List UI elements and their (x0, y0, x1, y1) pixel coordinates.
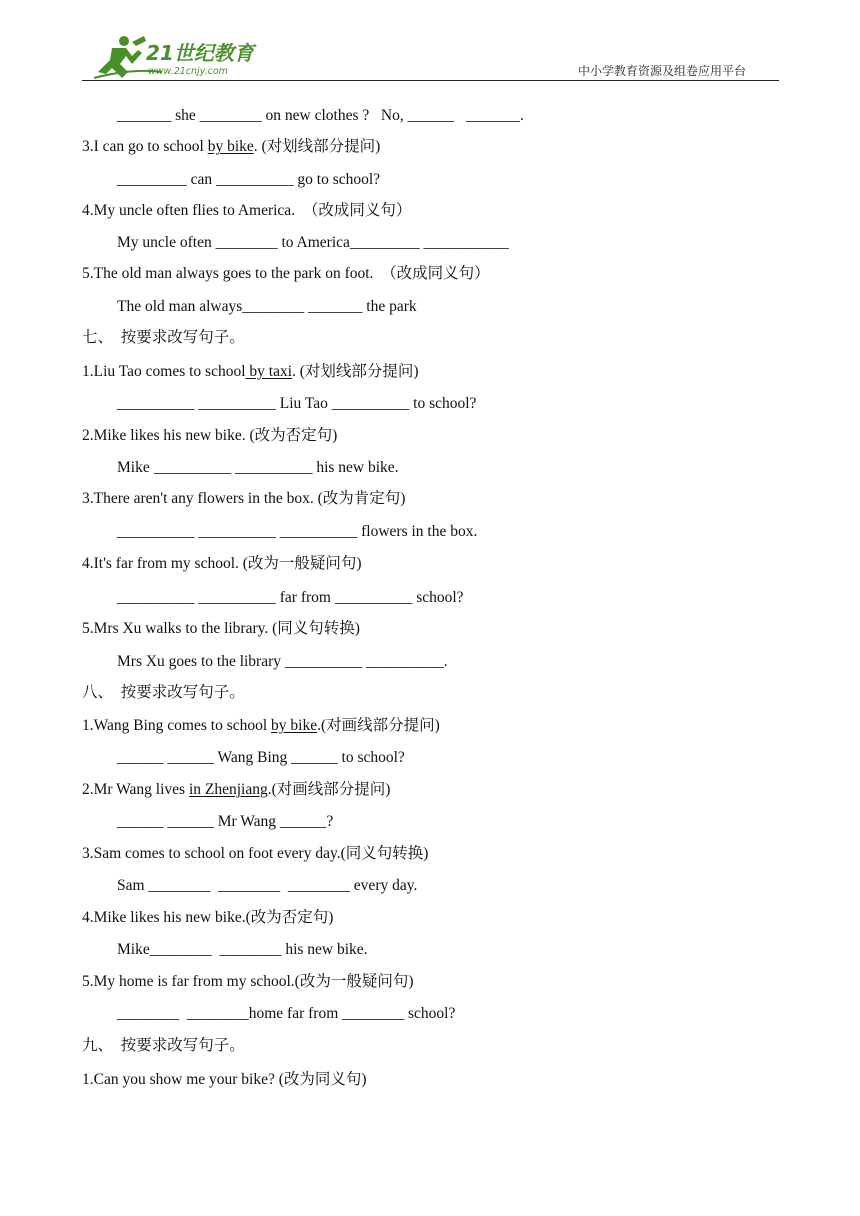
question-line (82, 328, 245, 348)
question-line (82, 264, 490, 284)
line-text: 九、 按要求改写句子。 (82, 1037, 245, 1054)
answer-line (117, 940, 368, 960)
question-line (82, 844, 428, 864)
logo-main-text: 21世纪教育 (146, 41, 254, 65)
answer-line (117, 812, 333, 832)
line-text: 4.Mike likes his new bike.(改为否定句) (82, 909, 334, 926)
line-text: My uncle often ________ to America_________ ___________ (117, 234, 509, 251)
question-line (82, 1036, 245, 1056)
line-text: 4.My uncle often flies to America. （改成同义句） (82, 202, 412, 219)
line-text: 5.The old man always goes to the park on foot. （改成同义句） (82, 265, 490, 282)
underlined-phrase: in Zhenjiang (188, 781, 268, 798)
answer-line (117, 458, 399, 478)
line-text: . (对划线部分提问) (292, 363, 419, 380)
line-text: 八、 按要求改写句子。 (82, 684, 245, 701)
question-line (82, 716, 440, 736)
answer-line (117, 233, 509, 253)
underlined-phrase: by bike (271, 717, 318, 734)
question-line (82, 1070, 367, 1090)
underlined-phrase: by bike (207, 138, 254, 155)
question-line (82, 489, 405, 509)
line-text: __________ __________ far from __________ school? (117, 589, 464, 606)
line-text: Mrs Xu goes to the library __________ __________. (117, 653, 448, 670)
line-text: 1.Can you show me your bike? (改为同义句) (82, 1071, 367, 1088)
line-text: 3.Sam comes to school on foot every day.(同义句转换) (82, 845, 429, 862)
answer-line (117, 588, 464, 608)
line-text: 2.Mr Wang lives (82, 781, 189, 798)
line-text: _______ she ________ on new clothes ? No, ______ _______. (117, 107, 524, 124)
answer-line (117, 297, 417, 317)
line-text: 5.Mrs Xu walks to the library. (同义句转换) (82, 620, 360, 637)
line-text: 2.Mike likes his new bike. (改为否定句) (82, 427, 338, 444)
question-line (82, 619, 360, 639)
question-line (82, 426, 337, 446)
line-text: ______ ______ Mr Wang ______? (117, 813, 334, 830)
line-text: 3.There aren't any flowers in the box. (改为肯定句) (82, 490, 406, 507)
question-line (82, 683, 245, 703)
line-text: ________ ________home far from ________ school? (117, 1005, 456, 1022)
answer-line (117, 394, 476, 414)
question-line (82, 201, 411, 221)
line-text: .(对画线部分提问) (317, 717, 440, 734)
line-text: 3.I can go to school (82, 138, 208, 155)
header-divider (82, 80, 779, 81)
line-text: Sam ________ ________ ________ every day. (117, 877, 418, 894)
line-text: 5.My home is far from my school.(改为一般疑问句) (82, 973, 414, 990)
logo-url-text: www.21cnjy.com (148, 66, 228, 77)
answer-line (117, 1004, 455, 1024)
line-text: . (对划线部分提问) (253, 138, 381, 155)
question-line (82, 908, 333, 928)
question-line (82, 137, 380, 157)
line-text: 4.It's far from my school. (改为一般疑问句) (82, 555, 362, 572)
answer-line (117, 522, 477, 542)
answer-line (117, 170, 380, 190)
answer-line (117, 748, 405, 768)
underlined-phrase: by taxi (245, 363, 293, 380)
line-text: ______ ______ Wang Bing ______ to school? (117, 749, 405, 766)
line-text: 1.Liu Tao comes to school (82, 363, 246, 380)
answer-line (117, 106, 524, 126)
question-line (82, 780, 390, 800)
question-line (82, 362, 419, 382)
platform-name: 中小学教育资源及组卷应用平台 (577, 64, 746, 78)
site-logo (92, 34, 272, 80)
line-text: 1.Wang Bing comes to school (82, 717, 272, 734)
line-text: Mike________ ________ his new bike. (117, 941, 368, 958)
answer-line (117, 876, 417, 896)
line-text: Mike __________ __________ his new bike. (117, 459, 399, 476)
question-line (82, 972, 414, 992)
line-text: .(对画线部分提问) (267, 781, 391, 798)
line-text: __________ __________ Liu Tao __________ to school? (117, 395, 477, 412)
question-line (82, 554, 362, 574)
line-text: __________ __________ __________ flowers in the box. (117, 523, 478, 540)
answer-line (117, 652, 448, 672)
page-header (0, 0, 860, 84)
line-text: _________ can __________ go to school? (117, 171, 381, 188)
line-text: The old man always________ _______ the park (117, 298, 417, 315)
line-text: 七、 按要求改写句子。 (82, 329, 245, 346)
